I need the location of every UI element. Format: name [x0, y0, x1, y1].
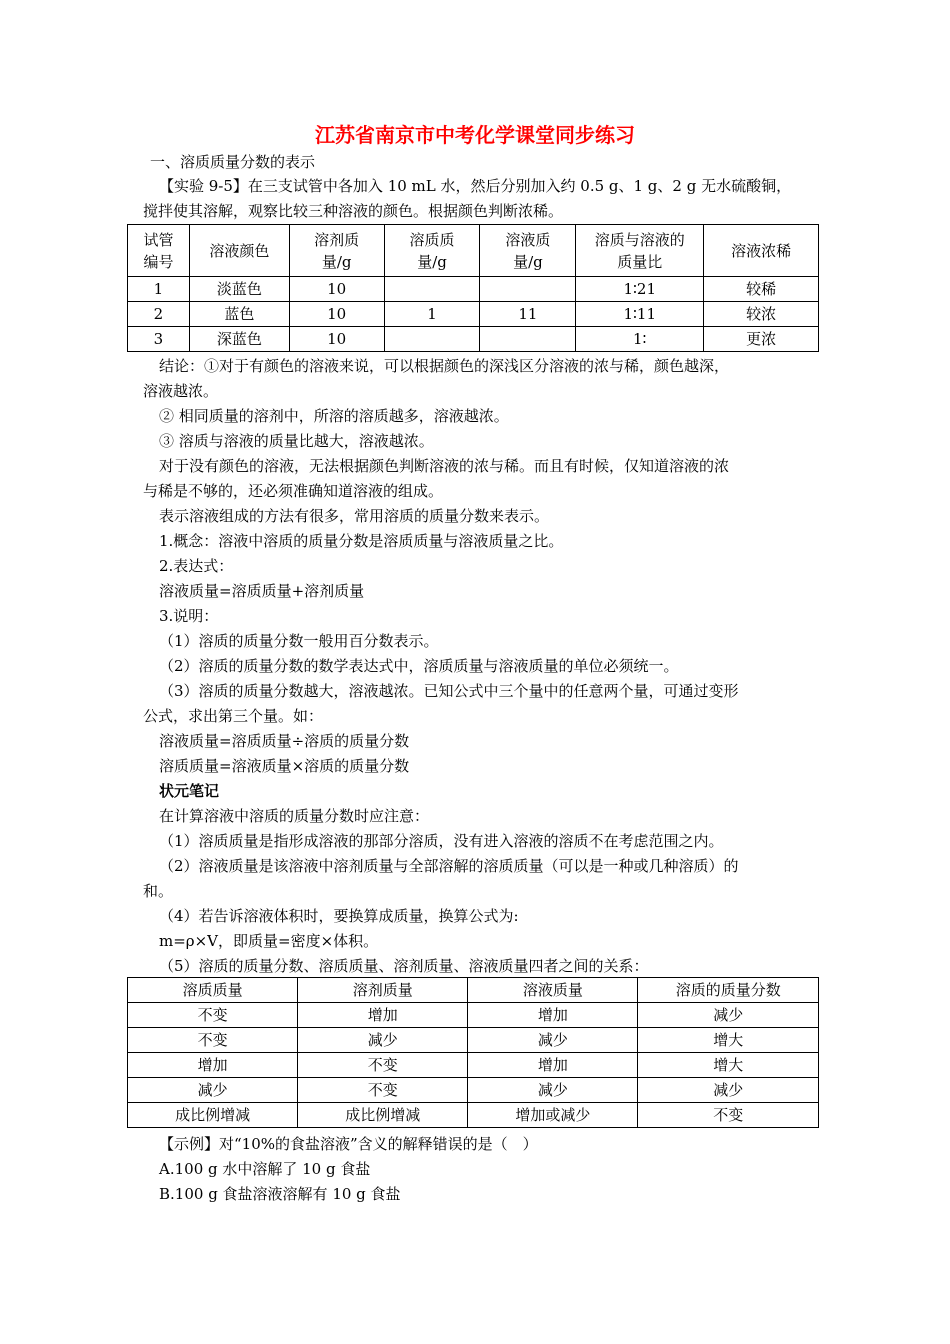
experiment-line-2: 搅拌使其溶解，观察比较三种溶液的颜色。根据颜色判断浓稀。: [143, 202, 564, 220]
header-cell: 溶液质量: [468, 978, 638, 1003]
table-cell: 减少: [638, 1003, 819, 1028]
table-cell: 增加: [128, 1053, 298, 1078]
table-cell: 1: [128, 277, 190, 302]
table-cell: 不变: [298, 1053, 468, 1078]
table-row: [128, 1103, 819, 1128]
table-cell: 不变: [298, 1078, 468, 1103]
example-option-a: A.100 g 水中溶解了 10 g 食盐: [159, 1160, 371, 1178]
experiment-line-1: 【实验 9-5】在三支试管中各加入 10 mL 水，然后分别加入约 0.5 g、1 g、2 g 无水硫酸铜，: [159, 177, 792, 195]
table-cell: 1∶21: [576, 277, 704, 302]
table-cell: 1∶11: [576, 302, 704, 327]
table-row: [128, 277, 819, 302]
formula-solute-mass: 溶质质量=溶液质量×溶质的质量分数: [159, 757, 410, 775]
section-heading: 一、溶质质量分数的表示: [150, 153, 316, 171]
conclusion-line-1: 结论：①对于有颜色的溶液来说，可以根据颜色的深浅区分溶液的浓与稀，颜色越深，: [159, 357, 730, 375]
explain-item-1: （1）溶质的质量分数一般用百分数表示。: [159, 632, 439, 650]
table-row: [128, 1053, 819, 1078]
table-header-row: [128, 978, 819, 1003]
table-row: [128, 1003, 819, 1028]
conclusion-line-2: 溶液越浓。: [143, 382, 219, 400]
table-cell: 较浓: [704, 302, 819, 327]
table-cell: 2: [128, 302, 190, 327]
explain-item-3-line-2: 公式，求出第三个量。如：: [143, 707, 324, 725]
table-cell: 10: [289, 327, 384, 352]
explain-item-3-line-1: （3）溶质的质量分数越大，溶液越浓。已知公式中三个量中的任意两个量，可通过变形: [159, 682, 739, 700]
note-2-line-2: 和。: [143, 882, 174, 900]
table-cell: 成比例增减: [298, 1103, 468, 1128]
note-5: （5）溶质的质量分数、溶质质量、溶剂质量、溶液质量四者之间的关系：: [159, 957, 649, 975]
table-cell: 1∶: [576, 327, 704, 352]
table-cell: 不变: [638, 1103, 819, 1128]
notes-heading: 状元笔记: [159, 782, 220, 800]
table-cell: 蓝色: [189, 302, 289, 327]
relationship-table: [127, 977, 819, 1128]
table-cell: 减少: [468, 1078, 638, 1103]
table-cell: 减少: [128, 1078, 298, 1103]
header-cell: 溶剂质量: [298, 978, 468, 1003]
table-cell: 减少: [298, 1028, 468, 1053]
table-cell: 增加: [468, 1053, 638, 1078]
table-cell: [480, 277, 576, 302]
example-option-b: B.100 g 食盐溶液溶解有 10 g 食盐: [159, 1185, 401, 1203]
note-1: （1）溶质质量是指形成溶液的那部分溶质，没有进入溶液的溶质不在考虑范围之内。: [159, 832, 724, 850]
example-question: 【示例】对“10%的食盐溶液”含义的解释错误的是（ ）: [159, 1135, 538, 1153]
table-cell: 1: [384, 302, 480, 327]
table-cell: [384, 277, 480, 302]
paragraph-line-1: 对于没有颜色的溶液，无法根据颜色判断溶液的浓与稀。而且有时候，仅知道溶液的浓: [159, 457, 730, 475]
table-cell: 增大: [638, 1053, 819, 1078]
conclusion-point-3: ③ 溶质与溶液的质量比越大，溶液越浓。: [159, 432, 434, 450]
note-4-formula: m=ρ×V，即质量=密度×体积。: [159, 932, 379, 950]
table-cell: 成比例增减: [128, 1103, 298, 1128]
explain-label: 3.说明：: [159, 607, 219, 625]
table-row: [128, 327, 819, 352]
table-cell: 不变: [128, 1003, 298, 1028]
table-header-row: [128, 225, 819, 277]
expression-label: 2.表达式：: [159, 557, 234, 575]
table-cell: 淡蓝色: [189, 277, 289, 302]
header-cell: 溶质的质量分数: [638, 978, 819, 1003]
header-cell: 溶液颜色: [189, 225, 289, 277]
paragraph-2: 表示溶液组成的方法有很多，常用溶质的质量分数来表示。: [159, 507, 550, 525]
header-cell: 溶质质量: [128, 978, 298, 1003]
table-cell: 减少: [638, 1078, 819, 1103]
table-cell: 增大: [638, 1028, 819, 1053]
table-cell: [384, 327, 480, 352]
header-cell: 溶剂质 量/g: [289, 225, 384, 277]
table-cell: 较稀: [704, 277, 819, 302]
table-cell: 减少: [468, 1028, 638, 1053]
expression-formula: 溶液质量=溶质质量+溶剂质量: [159, 582, 365, 600]
table-cell: 不变: [128, 1028, 298, 1053]
table-row: [128, 1078, 819, 1103]
explain-item-2: （2）溶质的质量分数的数学表达式中，溶质质量与溶液质量的单位必须统一。: [159, 657, 679, 675]
paragraph-line-2: 与稀是不够的，还必须准确知道溶液的组成。: [143, 482, 444, 500]
experiment-table: [127, 224, 819, 352]
header-cell: 溶液质 量/g: [480, 225, 576, 277]
table-cell: 增加或减少: [468, 1103, 638, 1128]
table-cell: 3: [128, 327, 190, 352]
concept-text: 1.概念：溶液中溶质的质量分数是溶质质量与溶液质量之比。: [159, 532, 564, 550]
note-2-line-1: （2）溶液质量是该溶液中溶剂质量与全部溶解的溶质质量（可以是一种或几种溶质）的: [159, 857, 739, 875]
header-cell: 溶液浓稀: [704, 225, 819, 277]
page-title: 江苏省南京市中考化学课堂同步练习: [315, 123, 635, 147]
table-cell: 深蓝色: [189, 327, 289, 352]
table-cell: 增加: [468, 1003, 638, 1028]
table-cell: 11: [480, 302, 576, 327]
header-cell: 溶质与溶液的 质量比: [576, 225, 704, 277]
table-cell: 增加: [298, 1003, 468, 1028]
formula-solution-mass: 溶液质量=溶质质量÷溶质的质量分数: [159, 732, 410, 750]
table-cell: [480, 327, 576, 352]
header-cell: 试管 编号: [128, 225, 190, 277]
notes-intro: 在计算溶液中溶质的质量分数时应注意：: [159, 807, 430, 825]
note-4: （4）若告诉溶液体积时，要换算成质量，换算公式为:: [159, 907, 519, 925]
conclusion-point-2: ② 相同质量的溶剂中，所溶的溶质越多，溶液越浓。: [159, 407, 509, 425]
table-row: [128, 1028, 819, 1053]
table-cell: 更浓: [704, 327, 819, 352]
table-cell: 10: [289, 277, 384, 302]
table-cell: 10: [289, 302, 384, 327]
header-cell: 溶质质 量/g: [384, 225, 480, 277]
table-row: [128, 302, 819, 327]
